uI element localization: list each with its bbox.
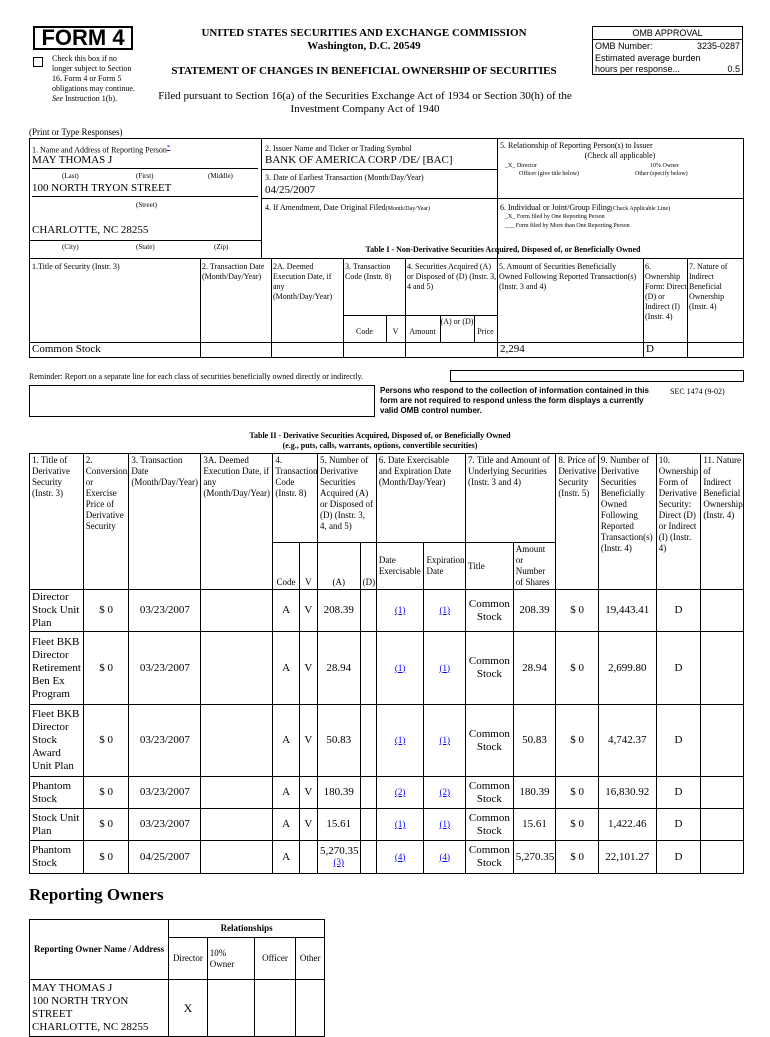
owners-col-other: Other <box>296 938 325 980</box>
t2-row-price: $ 0 <box>83 809 129 841</box>
filing-option-one[interactable]: _X_ Form filed by One Reporting Person <box>505 214 605 220</box>
omb-burden-label: Estimated average burden hours per response... <box>595 53 701 74</box>
last-label: (Last) <box>62 172 79 180</box>
t1-col-acquired: 4. Securities Acquired (A) or Disposed of (D) (Instr. 3, 4 and 5) <box>407 262 497 291</box>
t2-row-underlying: Common Stock <box>466 632 514 705</box>
owner-city: CHARLOTTE, NC 28255 <box>32 1021 149 1033</box>
table-row <box>30 841 744 874</box>
reminder-box-left <box>29 385 375 417</box>
director-check[interactable]: _X_ Director <box>505 163 537 169</box>
omb-number-value: 3235-0287 <box>696 41 740 51</box>
reporting-owners-heading: Reporting Owners <box>29 885 164 904</box>
filing-label: 6. Individual or Joint/Group Filing(Check Applicable Line) <box>500 203 671 212</box>
t1-sub-code: Code <box>356 327 373 336</box>
t2-row-amount: 5,270.35 <box>513 841 556 874</box>
t1-sub-v: V <box>392 327 399 336</box>
t2-row-price: $ 0 <box>83 705 129 777</box>
t2-sub-title: Title <box>466 543 514 590</box>
t2-row-amount: 180.39 <box>513 777 556 809</box>
reminder-box-right <box>450 370 744 382</box>
form-title: FORM 4 <box>33 26 133 50</box>
table-row <box>30 777 744 809</box>
t2-row-expiration[interactable]: (1) <box>439 735 450 745</box>
t2-row-owned: 4,742.37 <box>598 705 656 777</box>
filing-options <box>505 213 630 231</box>
omb-burden-row <box>593 53 742 75</box>
middle-label: (Middle) <box>208 172 233 180</box>
t2-row-form: D <box>656 590 701 632</box>
statement-title: STATEMENT OF CHANGES IN BENEFICIAL OWNERSHIP OF SECURITIES <box>171 65 557 77</box>
t1-col-title: 1.Title of Security (Instr. 3) <box>32 262 120 271</box>
owner-name: MAY THOMAS J <box>32 982 113 994</box>
t2-row-title: Stock Unit Plan <box>30 809 84 841</box>
t1-sub-price: Price <box>477 327 494 336</box>
t2-col-title: 1. Title of Derivative Security (Instr. 3) <box>30 454 84 590</box>
t2-row-deriv-price: $ 0 <box>556 777 599 809</box>
t2-row-a: 15.61 <box>317 809 360 841</box>
table-row <box>30 705 744 777</box>
sec-code: SEC 1474 (9-02) <box>670 387 725 396</box>
t2-row-v: V <box>299 809 317 841</box>
t2-col-exercisable: 6. Date Exercisable and Expiration Date (Month/Day/Year) <box>376 454 465 543</box>
t2-row-price: $ 0 <box>83 841 129 874</box>
t2-row-code: A <box>273 809 299 841</box>
t2-row-date: 03/23/2007 <box>129 705 201 777</box>
t2-sub-a: (A) <box>317 543 360 590</box>
t2-row-deriv-price: $ 0 <box>556 632 599 705</box>
t2-row-code: A <box>273 590 299 632</box>
other-check[interactable]: Other (specify below) <box>635 171 688 177</box>
omb-number-row <box>593 40 742 53</box>
filing-option-multiple[interactable]: ___ Form filed by More than One Reporting Person <box>505 223 630 229</box>
t2-row-price: $ 0 <box>83 777 129 809</box>
t2-row-deriv-price: $ 0 <box>556 590 599 632</box>
t2-row-v: V <box>299 777 317 809</box>
t2-row-date: 04/25/2007 <box>129 841 201 874</box>
t2-row-exercisable[interactable]: (1) <box>394 735 406 745</box>
reporting-person-label: 1. Name and Address of Reporting Person* <box>32 144 171 155</box>
issuer-label: 2. Issuer Name and Ticker or Trading Symbol <box>265 144 412 153</box>
t2-row-a: 180.39 <box>317 777 360 809</box>
t1-row-form: D <box>646 343 654 355</box>
issuer-value: BANK OF AMERICA CORP /DE/ [BAC] <box>265 154 453 166</box>
reporting-owners-table <box>29 919 325 1037</box>
t2-row-v: V <box>299 590 317 632</box>
t2-col-code: 4. Transaction Code (Instr. 8) <box>273 454 318 543</box>
t1-row-amount: 2,294 <box>500 343 525 355</box>
omb-notice: Persons who respond to the collection of information contained in this form are not required to respond unless the form displays a currently valid OMB control number. <box>380 386 649 415</box>
zip-label: (Zip) <box>214 243 229 251</box>
t2-row-title: Director Stock Unit Plan <box>30 590 84 632</box>
t2-row-title: Phantom Stock <box>30 777 84 809</box>
t2-row-code: A <box>273 841 299 874</box>
t2-row-expiration[interactable]: (1) <box>439 819 450 829</box>
t2-row-exercisable[interactable]: (2) <box>394 787 406 797</box>
earliest-date-label: 3. Date of Earliest Transaction (Month/Day/Year) <box>265 173 424 182</box>
t1-col-nature: 7. Nature of Indirect Beneficial Ownership (Instr. 4) <box>689 262 728 311</box>
amendment-label: 4. If Amendment, Date Original Filed(Month/Day/Year) <box>265 203 431 212</box>
t2-row-a: 208.39 <box>317 590 360 632</box>
t2-row-owned: 19,443.41 <box>598 590 656 632</box>
table-row <box>30 632 744 705</box>
t2-row-underlying: Common Stock <box>466 777 514 809</box>
agency-title: UNITED STATES SECURITIES AND EXCHANGE COMMISSION Washington, D.C. 20549 <box>201 27 527 52</box>
t2-row-underlying: Common Stock <box>466 841 514 874</box>
derivative-table <box>29 453 744 874</box>
t2-col-number: 5. Number of Derivative Securities Acquired (A) or Disposed of (D) (Instr. 3, 4, and 5) <box>317 454 376 543</box>
first-label: (First) <box>136 172 154 180</box>
t2-row-owned: 1,422.46 <box>598 809 656 841</box>
t2-sub-d: (D) <box>360 543 376 590</box>
t2-row-code: A <box>273 777 299 809</box>
t2-row-v: V <box>299 632 317 705</box>
t2-row-exercisable[interactable]: (1) <box>394 662 406 673</box>
officer-check[interactable]: Officer (give title below) <box>519 171 580 177</box>
table1-title: Table I - Non-Derivative Securities Acquired, Disposed of, or Beneficially Owned <box>365 245 641 254</box>
omb-number-label: OMB Number: <box>595 41 653 51</box>
t2-row-amount: 208.39 <box>513 590 556 632</box>
omb-burden-value: 0.5 <box>727 64 740 74</box>
t1-col-owned: 5. Amount of Securities Beneficially Owned Following Reported Transaction(s) (Instr. 3 and 4) <box>499 262 637 291</box>
reminder-text: Reminder: Report on a separate line for each class of securities beneficially owned directly or indirectly. <box>29 372 364 381</box>
t2-row-form: D <box>656 841 701 874</box>
t2-row-expiration[interactable]: (4) <box>439 851 450 862</box>
t1-sub-aord: (A) or (D) <box>440 317 474 326</box>
t2-row-date: 03/23/2007 <box>129 777 201 809</box>
t1-sub-amount: Amount <box>409 327 436 336</box>
no-longer-subject-checkbox[interactable] <box>33 57 43 67</box>
street-label: (Street) <box>136 201 157 209</box>
t1-row-title: Common Stock <box>32 343 101 355</box>
owners-col-director: Director <box>169 938 208 980</box>
t2-row-amount: 28.94 <box>513 632 556 705</box>
t1-col-form: 6. Ownership Form: Direct (D) or Indirect (I) (Instr. 4) <box>645 262 687 321</box>
reporting-person-street: 100 NORTH TRYON STREET <box>32 182 172 194</box>
reporting-person-city: CHARLOTTE, NC 28255 <box>32 224 149 236</box>
t2-row-date: 03/23/2007 <box>129 809 201 841</box>
t2-row-deriv-price: $ 0 <box>556 809 599 841</box>
t1-col-code: 3. Transaction Code (Instr. 8) <box>345 262 392 281</box>
t2-row-form: D <box>656 632 701 705</box>
t2-row-owned: 16,830.92 <box>598 777 656 809</box>
t2-row-underlying: Common Stock <box>466 809 514 841</box>
t2-row-a: 50.83 <box>317 705 360 777</box>
t2-row-expiration[interactable]: (2) <box>439 787 450 797</box>
t2-sub-code: Code <box>273 543 299 590</box>
state-label: (State) <box>136 243 155 251</box>
t2-row-amount: 15.61 <box>513 809 556 841</box>
t2-row-price: $ 0 <box>83 632 129 705</box>
t2-sub-exercisable: Date Exercisable <box>376 543 424 590</box>
t2-row-exercisable[interactable]: (1) <box>394 819 406 829</box>
owner10-check[interactable]: 10% Owner <box>650 163 679 169</box>
table-row <box>30 809 744 841</box>
t2-row-title: Fleet BKB Director Retirement Ben Ex Program <box>30 632 84 705</box>
t2-row-underlying: Common Stock <box>466 705 514 777</box>
footnote-link[interactable]: (3) <box>333 857 345 867</box>
t2-row-exercisable[interactable]: (1) <box>394 605 406 615</box>
t2-row-date: 03/23/2007 <box>129 632 201 705</box>
t2-row-price: $ 0 <box>83 590 129 632</box>
check-box-text: Check this box if no longer subject to Section 16. Form 4 or Form 5 obligations may continue. See Instruction 1(b). <box>52 54 135 103</box>
t2-col-deemed: 3A. Deemed Execution Date, if any (Month/Day/Year) <box>201 454 273 590</box>
t2-row-code: A <box>273 705 299 777</box>
t2-col-underlying: 7. Title and Amount of Underlying Securities (Instr. 3 and 4) <box>466 454 556 543</box>
t2-row-deriv-price: $ 0 <box>556 841 599 874</box>
t2-row-underlying: Common Stock <box>466 590 514 632</box>
t2-row-expiration[interactable]: (1) <box>439 662 450 673</box>
t2-col-date: 3. Transaction Date (Month/Day/Year) <box>129 454 201 590</box>
t2-row-form: D <box>656 809 701 841</box>
reporting-person-name: MAY THOMAS J <box>32 154 113 166</box>
t2-row-code: A <box>273 632 299 705</box>
city-label: (City) <box>62 243 79 251</box>
t2-col-price: 2. Conversion or Exercise Price of Derivative Security <box>83 454 129 590</box>
table2-title: Table II - Derivative Securities Acquired, Disposed of, or Beneficially Owned (e.g., puts, calls, warrants, options, convertible securities) <box>249 431 511 450</box>
t2-row-exercisable[interactable]: (4) <box>394 851 406 862</box>
omb-approval-box <box>592 26 743 75</box>
t1-col-date: 2. Transaction Date (Month/Day/Year) <box>202 262 265 281</box>
t2-row-title: Phantom Stock <box>30 841 84 874</box>
table-row <box>30 590 744 632</box>
earliest-date-value: 04/25/2007 <box>265 184 316 196</box>
t2-row-amount: 50.83 <box>513 705 556 777</box>
t2-row-owned: 2,699.80 <box>598 632 656 705</box>
owner-street: 100 NORTH TRYON STREET <box>32 995 129 1020</box>
owner-name-address <box>30 980 169 1037</box>
t2-row-expiration[interactable]: (1) <box>439 605 450 615</box>
t2-row-form: D <box>656 705 701 777</box>
t2-row-deriv-price: $ 0 <box>556 705 599 777</box>
t2-row-a: 28.94 <box>317 632 360 705</box>
t2-row-form: D <box>656 777 701 809</box>
t2-sub-v: V <box>299 543 317 590</box>
t1-col-deemed: 2A. Deemed Execution Date, if any (Month/Day/Year) <box>273 262 333 301</box>
owners-col-officer: Officer <box>254 938 296 980</box>
t2-col-form: 10. Ownership Form of Derivative Security: Direct (D) or Indirect (I) (Instr. 4) <box>656 454 701 590</box>
t2-row-v: V <box>299 705 317 777</box>
owner-director-mark: X <box>169 980 208 1037</box>
print-type-note: (Print or Type Responses) <box>29 127 123 137</box>
owners-col-10pct: 10% Owner <box>207 938 254 980</box>
t2-row-owned: 22,101.27 <box>598 841 656 874</box>
t2-col-deriv-price: 8. Price of Derivative Security (Instr. 5) <box>556 454 599 590</box>
t2-row-title: Fleet BKB Director Stock Award Unit Plan <box>30 705 84 777</box>
filed-pursuant-text: Filed pursuant to Section 16(a) of the Securities Exchange Act of 1934 or Section 30(h) of the Investment Company Act of 1940 <box>158 90 572 115</box>
t2-sub-amount: Amount or Number of Shares <box>513 543 556 590</box>
relationship-label: 5. Relationship of Reporting Person(s) to Issuer <box>500 141 653 150</box>
t2-sub-expiration: Expiration Date <box>424 543 466 590</box>
owners-col-name: Reporting Owner Name / Address <box>30 920 169 980</box>
relationship-sub: (Check all applicable) <box>584 151 656 160</box>
t2-row-a: 5,270.35 (3) <box>317 841 360 874</box>
t2-col-nature: 11. Nature of Indirect Beneficial Ownership (Instr. 4) <box>701 454 744 590</box>
omb-title: OMB APPROVAL <box>593 27 742 40</box>
owners-col-relationships: Relationships <box>169 920 325 938</box>
t2-row-date: 03/23/2007 <box>129 590 201 632</box>
t2-row-v <box>299 841 317 874</box>
t2-col-owned: 9. Number of Derivative Securities Beneficially Owned Following Reported Transaction(s) (Instr. 4) <box>598 454 656 590</box>
